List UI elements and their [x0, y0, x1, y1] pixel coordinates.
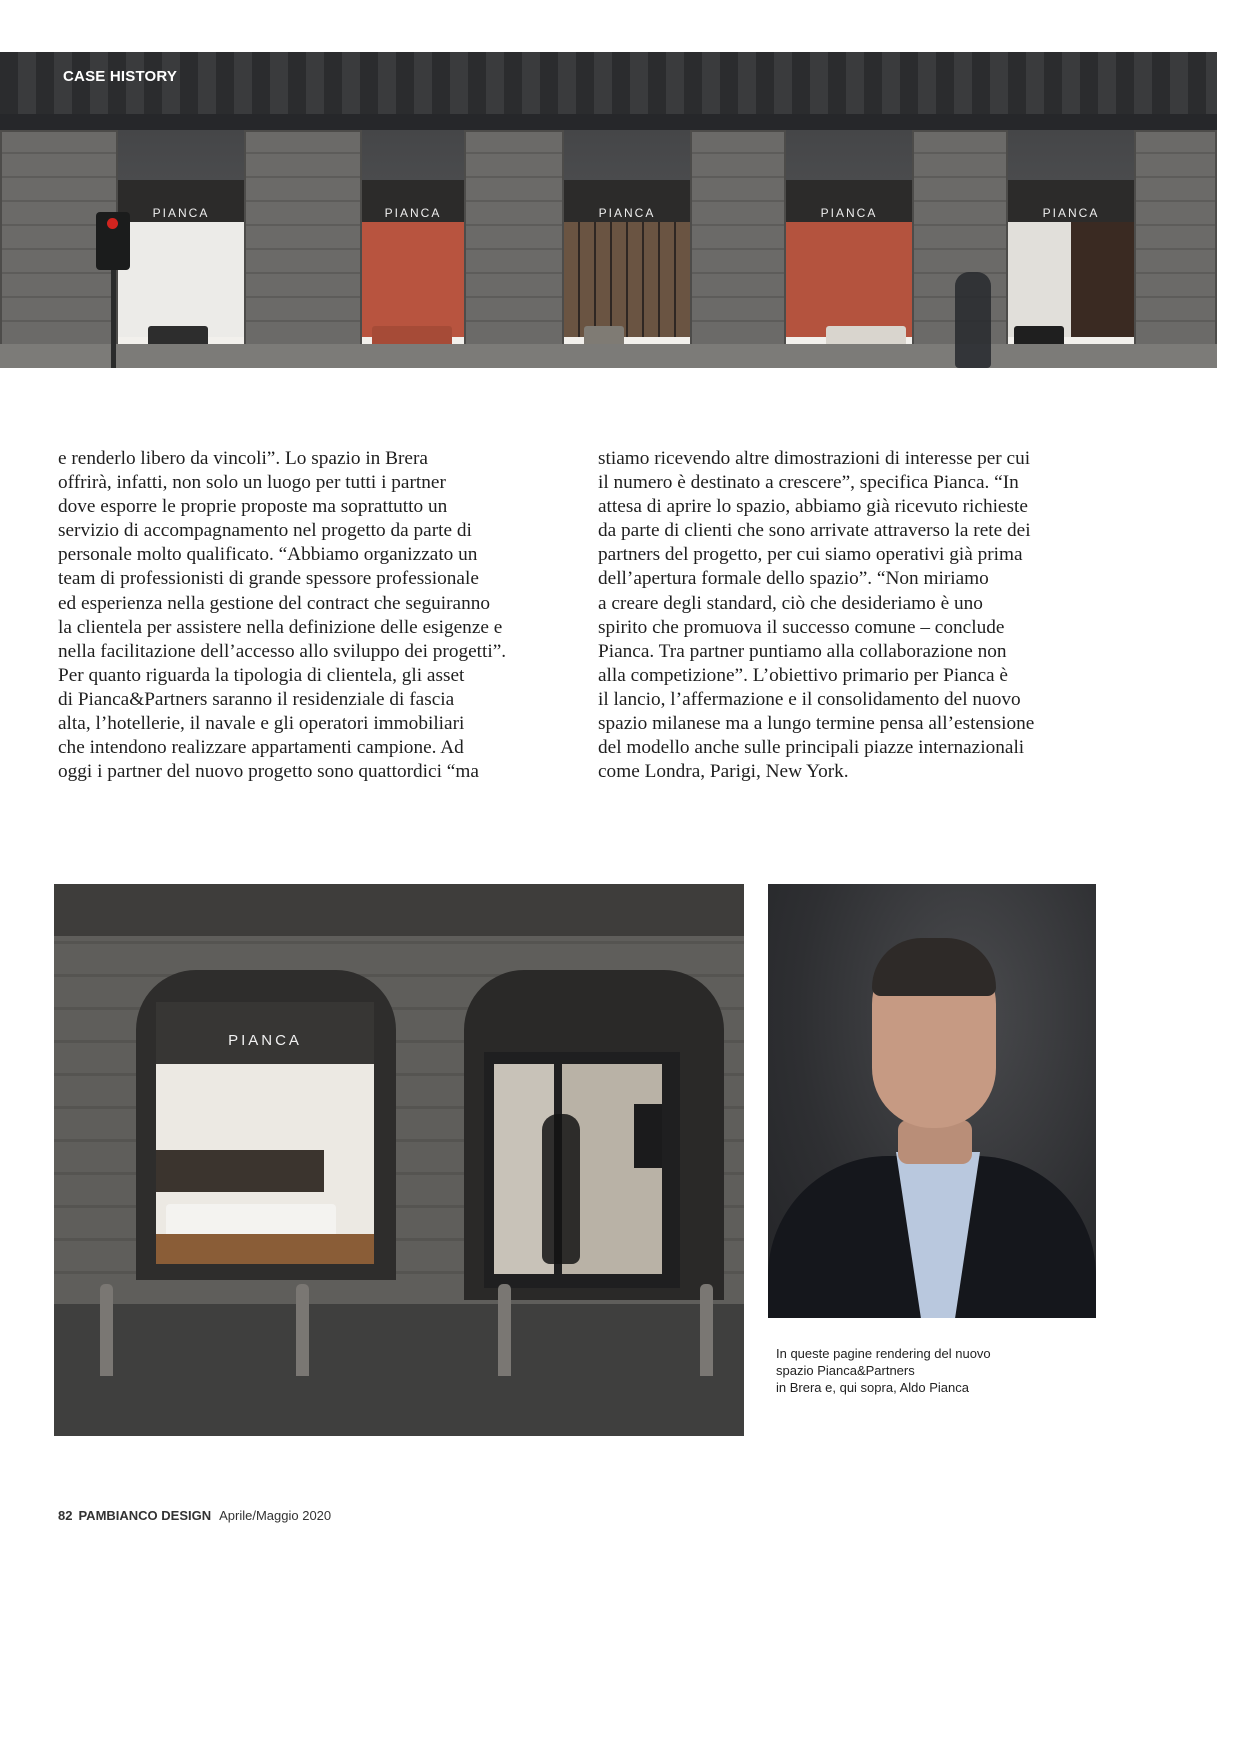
article-column-right — [598, 447, 1098, 784]
stone-pillar — [244, 130, 362, 368]
bollard — [296, 1284, 309, 1376]
shop-window — [564, 180, 690, 368]
stone-cornice — [54, 884, 744, 936]
text-line: da parte di clienti che sono arrivate attraverso la rete dei — [598, 520, 1031, 542]
text-line: stiamo ricevendo altre dimostrazioni di interesse per cui — [598, 448, 1031, 469]
bollard — [700, 1284, 713, 1376]
text-line: ed esperienza nella gestione del contract che seguiranno — [58, 592, 491, 614]
shop-sign: PIANCA — [1042, 206, 1100, 220]
stone-pillar — [464, 130, 564, 368]
photo-caption — [776, 1345, 1036, 1396]
sidewalk — [0, 344, 1217, 368]
bollard — [100, 1284, 113, 1376]
article-column-left — [58, 447, 558, 784]
section-label: CASE HISTORY — [63, 68, 178, 85]
page-footer — [58, 1508, 331, 1523]
caption-line: In queste pagine rendering del nuovo — [776, 1346, 991, 1361]
magazine-name: PAMBIANCO DESIGN — [78, 1508, 212, 1523]
text-line: come Londra, Parigi, New York. — [598, 761, 849, 783]
text-line: e renderlo libero da vincoli”. Lo spazio in Brera — [58, 448, 428, 469]
text-line: spirito che promuova il successo comune – conclude — [598, 616, 1005, 638]
text-line: Per quanto riguarda la tipologia di clientela, gli asset — [58, 664, 465, 686]
shop-sign: PIANCA — [152, 206, 210, 220]
shop-window — [1008, 180, 1134, 368]
building-cornice — [0, 52, 1217, 114]
caption-line: in Brera e, qui sopra, Aldo Pianca — [776, 1380, 969, 1395]
cornice-shadow — [0, 114, 1217, 130]
text-line: attesa di aprire lo spazio, abbiamo già ricevuto richieste — [598, 496, 1028, 518]
page-number: 82 — [58, 1508, 73, 1523]
text-line: alla competizione”. L’obiettivo primario per Pianca è — [598, 664, 1008, 686]
text-line: offrirà, infatti, non solo un luogo per tutti i partner — [58, 472, 446, 494]
pavement — [54, 1304, 744, 1436]
text-line: la clientela per assistere nella definizione delle esigenze e — [58, 616, 503, 638]
text-line: partners del progetto, per cui siamo operativi già prima — [598, 544, 1023, 566]
wall-shelf — [156, 1150, 324, 1192]
text-line: il numero è destinato a crescere”, specifica Pianca. “In — [598, 472, 1019, 494]
text-line: team di professionisti di grande spessore professionale — [58, 568, 479, 590]
shop-window — [362, 180, 464, 368]
traffic-light — [96, 212, 130, 270]
portrait-photo — [768, 884, 1096, 1318]
shop-sign: PIANCA — [384, 206, 442, 220]
woman-figure — [542, 1114, 580, 1264]
traffic-light-pole — [111, 270, 116, 368]
issue-date: Aprile/Maggio 2020 — [219, 1508, 332, 1523]
text-line: alta, l’hotellerie, il navale e gli operatori immobiliari — [58, 713, 465, 735]
bollard — [498, 1284, 511, 1376]
stone-pillar — [1134, 130, 1217, 368]
entrance-plaque — [634, 1104, 662, 1168]
text-line: che intendono realizzare appartamenti campione. Ad — [58, 737, 464, 759]
shop-sign: PIANCA — [820, 206, 878, 220]
text-line: servizio di accompagnamento nel progetto da parte di — [58, 520, 472, 542]
text-line: dove esporre le proprie proposte ma soprattutto un — [58, 496, 448, 518]
text-line: oggi i partner del nuovo progetto sono quattordici “ma — [58, 761, 479, 783]
text-line: nella facilitazione dell’accesso allo sviluppo dei progetti”. — [58, 640, 507, 662]
shop-window — [786, 180, 912, 368]
shop-window — [156, 1002, 374, 1264]
shop-sign: PIANCA — [228, 1032, 302, 1049]
shop-window — [118, 180, 244, 368]
text-line: del modello anche sulle principali piazze internazionali — [598, 737, 1025, 759]
stone-pillar — [690, 130, 786, 368]
hair — [872, 938, 996, 996]
text-line: a creare degli standard, ciò che desideriamo è uno — [598, 592, 983, 614]
storefront-banner-photo — [0, 52, 1217, 368]
text-line: spazio milanese ma a lungo termine pensa all’estensione — [598, 713, 1035, 735]
pedestrian — [955, 272, 991, 368]
text-line: il lancio, l’affermazione e il consolidamento del nuovo — [598, 688, 1021, 710]
text-line: di Pianca&Partners saranno il residenziale di fascia — [58, 688, 455, 710]
storefront-rendering-photo — [54, 884, 744, 1436]
caption-line: spazio Pianca&Partners — [776, 1363, 915, 1378]
text-line: personale molto qualificato. “Abbiamo organizzato un — [58, 544, 478, 566]
shop-sign: PIANCA — [598, 206, 656, 220]
text-line: Pianca. Tra partner puntiamo alla collaborazione non — [598, 640, 1007, 662]
text-line: dell’apertura formale dello spazio”. “Non miriamo — [598, 568, 989, 590]
